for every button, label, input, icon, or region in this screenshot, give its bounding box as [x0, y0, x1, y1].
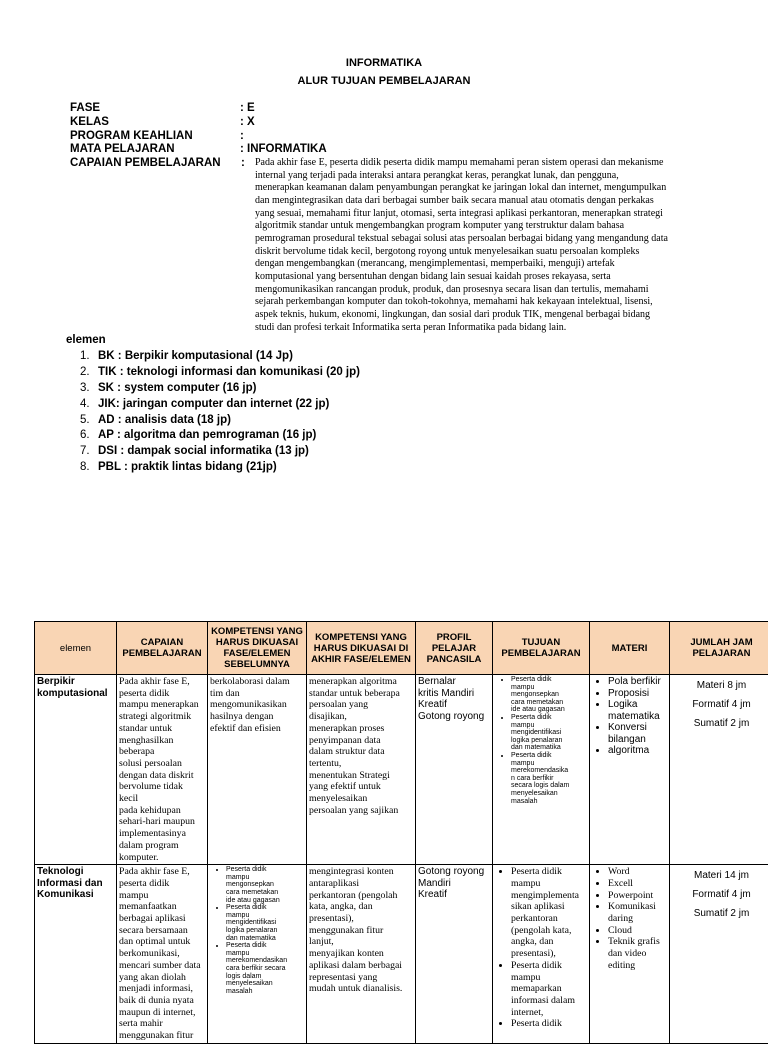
cell-jumlah-jam: [670, 675, 768, 865]
bullet-line: mampu: [511, 722, 587, 730]
bullet-line: mampu: [511, 878, 587, 890]
cell-line: sehari-hari maupun: [119, 816, 205, 828]
cell-materi: [590, 865, 670, 1044]
bullet-item: [608, 676, 667, 688]
elemen-item-number: 4.: [80, 397, 98, 413]
bullet-line: mampu: [226, 912, 304, 920]
cell-line: menjadi informasi,: [119, 983, 205, 995]
cell-line: menentukan Strategi: [309, 770, 413, 782]
bullet-list: [592, 676, 667, 757]
cell-line: menghasilkan: [119, 735, 205, 747]
cell-line: bervolume tidak: [119, 781, 205, 793]
capaian-line: dengan mengembangkan (merancang, mengimplementasi, memperbaiki, menguji) artefak: [255, 258, 710, 271]
bullet-line: • Peserta didik: [226, 942, 304, 950]
bullet-item: [608, 878, 667, 890]
elemen-item-text: PBL : praktik lintas bidang (21jp): [98, 461, 277, 473]
col-header-tujuan: TUJUAN PEMBELAJARAN: [493, 622, 590, 675]
bullet-line: logis dalam: [226, 973, 304, 981]
bullet-line: • Excell: [608, 878, 667, 890]
bullet-line: mampu: [511, 972, 587, 984]
bullet-line: cara memetakan: [511, 699, 587, 707]
bullet-line: daring: [608, 913, 667, 925]
table-row: [35, 675, 768, 865]
bullet-line: • Peserta didik: [511, 1018, 587, 1030]
mata-pelajaran-label: MATA PELAJARAN: [70, 143, 175, 155]
elemen-item-number: 1.: [80, 349, 98, 365]
elemen-list: [80, 349, 360, 476]
cell-line: kata, angka, dan: [309, 901, 413, 913]
bullet-line: • Logika: [608, 699, 667, 711]
cell-line: berkolaborasi dalam: [210, 676, 304, 688]
cell-line: Berpikir: [37, 676, 114, 688]
capaian-lines: [255, 157, 710, 334]
bullet-line: memaparkan: [511, 983, 587, 995]
capaian-line: aspek teknis, hukum, ekonomi, lingkungan, dan sosial dari produk TIK, mengenal berbagai bidang: [255, 309, 710, 322]
cell-kompetensi-akhir: [307, 675, 416, 865]
capaian-line: komputasional yang bersentuhan dengan bidang lain sesuai kaidah proses rekayasa, serta: [255, 271, 710, 284]
cell-line: standar untuk beberapa: [309, 688, 413, 700]
cell-line: berbagai aplikasi: [119, 913, 205, 925]
bullet-line: logika penalaran: [226, 927, 304, 935]
bullet-line: mampu: [511, 760, 587, 768]
elemen-item-text: AD : analisis data (18 jp): [98, 414, 231, 426]
elemen-item: [80, 460, 360, 476]
bullet-item: [511, 752, 587, 805]
cell-line: presentasi),: [309, 913, 413, 925]
bullet-line: masalah: [226, 988, 304, 996]
cell-line: peserta didik: [119, 688, 205, 700]
program-keahlian-label: PROGRAM KEAHLIAN: [70, 130, 193, 142]
elemen-item-number: 5.: [80, 413, 98, 429]
elemen-item-number: 8.: [80, 460, 98, 476]
cell-line: komputasional: [37, 688, 114, 700]
bullet-item: [511, 866, 587, 960]
elemen-heading: elemen: [66, 334, 106, 346]
cell-line: Gotong royong: [418, 866, 490, 878]
bullet-line: • Word: [608, 866, 667, 878]
cell-line: lanjut,: [309, 936, 413, 948]
cell-line: hasilnya dengan: [210, 711, 304, 723]
bullet-line: presentasi),: [511, 948, 587, 960]
bullet-line: • Peserta didik: [511, 752, 587, 760]
cell-line: menerapkan proses: [309, 723, 413, 735]
elemen-item-text: JIK: jaringan computer dan internet (22 jp): [98, 398, 329, 410]
bullet-item: [226, 942, 304, 995]
elemen-item: [80, 381, 360, 397]
elemen-item-number: 7.: [80, 444, 98, 460]
bullet-item: [511, 1018, 587, 1030]
bullet-line: perkantoran: [511, 913, 587, 925]
bullet-item: [608, 722, 667, 745]
bullet-item: [608, 688, 667, 700]
bullet-line: • Peserta didik: [511, 714, 587, 722]
bullet-list: [495, 676, 587, 805]
capaian-paragraph: [255, 157, 710, 334]
bullet-line: dan matematika: [511, 744, 587, 752]
elemen-item: [80, 413, 360, 429]
col-header-kompetensi-sebelumnya: KOMPETENSI YANG HARUS DIKUASAI FASE/ELEMEN SEBELUMNYA: [208, 622, 307, 675]
cell-line: strategi algoritmik: [119, 711, 205, 723]
cell-line: kecil: [119, 793, 205, 805]
col-header-kompetensi-akhir: KOMPETENSI YANG HARUS DIKUASAI DI AKHIR FASE/ELEMEN: [307, 622, 416, 675]
fase-label: FASE: [70, 102, 100, 114]
cell-line: serta mahir: [119, 1018, 205, 1030]
cell-line: dan optimal untuk: [119, 936, 205, 948]
cell-line: tim dan: [210, 688, 304, 700]
bullet-line: • Powerpoint: [608, 890, 667, 902]
bullet-list: [592, 866, 667, 971]
bullet-line: mengidentifikasi: [226, 919, 304, 927]
capaian-colon: :: [241, 157, 245, 170]
bullet-line: mengimplementa: [511, 890, 587, 902]
col-header-capaian: CAPAIAN PEMBELAJARAN: [117, 622, 208, 675]
bullet-line: editing: [608, 960, 667, 972]
cell-line: Teknologi: [37, 866, 114, 878]
cell-line: mencari sumber data: [119, 960, 205, 972]
cell-line: perkantoran (pengolah: [309, 890, 413, 902]
cell-line: kritis Mandiri: [418, 688, 490, 700]
cell-kompetensi-akhir: [307, 865, 416, 1044]
bullet-item: [608, 936, 667, 971]
cell-line: dalam struktur data: [309, 746, 413, 758]
cell-elemen: [35, 675, 117, 865]
bullet-item: [226, 866, 304, 904]
jam-entry: Materi 8 jm: [672, 680, 768, 691]
kelas-value: : X: [240, 116, 255, 128]
cell-line: Kreatif: [418, 889, 490, 901]
cell-line: implementasinya: [119, 828, 205, 840]
table-header-row: [35, 622, 768, 675]
cell-line: Informasi dan: [37, 878, 114, 890]
cell-line: Bernalar: [418, 676, 490, 688]
bullet-item: [608, 901, 667, 924]
bullet-item: [608, 866, 667, 878]
bullet-line: mengonsepkan: [226, 881, 304, 889]
cell-kompetensi-sebelumnya: [208, 865, 307, 1044]
cell-line: yang akan diolah: [119, 972, 205, 984]
cell-line: Komunikasi: [37, 889, 114, 901]
cell-line: solusi persoalan: [119, 758, 205, 770]
cell-line: representasi yang: [309, 972, 413, 984]
bullet-line: • Konversi: [608, 722, 667, 734]
col-header-materi: MATERI: [590, 622, 670, 675]
bullet-line: informasi dalam: [511, 995, 587, 1007]
cell-line: antaraplikasi: [309, 878, 413, 890]
col-header-profil: PROFIL PELAJAR PANCASILA: [416, 622, 493, 675]
elemen-item-text: TIK : teknologi informasi dan komunikasi (20 jp): [98, 366, 360, 378]
bullet-line: mengidentifikasi: [511, 729, 587, 737]
cell-line: mengintegrasi konten: [309, 866, 413, 878]
elemen-item-text: AP : algoritma dan pemrograman (16 jp): [98, 429, 316, 441]
bullet-line: merekomendasikan: [226, 957, 304, 965]
bullet-item: [511, 960, 587, 1019]
col-header-jumlah-jam: JUMLAH JAM PELAJARAN: [670, 622, 768, 675]
cell-jumlah-jam: [670, 865, 768, 1044]
cell-line: baik di dunia nyata: [119, 995, 205, 1007]
cell-line: mampu: [119, 890, 205, 902]
cell-line: dalam program: [119, 840, 205, 852]
capaian-line: algoritmik standar untuk mengembangkan program komputer yang terstruktur dalam bahasa: [255, 220, 710, 233]
bullet-line: internet,: [511, 1007, 587, 1019]
fase-value: : E: [240, 102, 255, 114]
jam-entry: Formatif 4 jm: [672, 889, 768, 900]
capaian-line: menerapkan keamanan dalam penyambungan perangkat ke jaringan lokal dan internet, mengumpulkan: [255, 182, 710, 195]
bullet-line: • Komunikasi: [608, 901, 667, 913]
elemen-item: [80, 397, 360, 413]
document-title: INFORMATIKA: [0, 57, 768, 69]
elemen-item-number: 2.: [80, 365, 98, 381]
bullet-line: n cara berfikir: [511, 775, 587, 783]
capaian-line: mengomunikasikan rancangan produk, produk, dan prosesnya secara lisan dan tertulis, memahami: [255, 284, 710, 297]
bullet-line: mampu: [226, 874, 304, 882]
bullet-line: • Peserta didik: [511, 960, 587, 972]
cell-line: Kreatif: [418, 699, 490, 711]
capaian-line: Pada akhir fase E, peserta didik peserta didik mampu memahami peran sistem operasi dan mekanisme: [255, 157, 710, 170]
bullet-line: ide atau gagasan: [226, 897, 304, 905]
cell-capaian: [117, 865, 208, 1044]
cell-materi: [590, 675, 670, 865]
bullet-item: [608, 699, 667, 722]
cell-line: memanfaatkan: [119, 901, 205, 913]
cell-tujuan: [493, 865, 590, 1044]
cell-line: persoalan yang: [309, 699, 413, 711]
elemen-item: [80, 444, 360, 460]
bullet-line: • Proposisi: [608, 688, 667, 700]
capaian-line: yang sesuai, memahami fitur lanjut, otomasi, serta integrasi aplikasi perkantoran, menerapkan strategi: [255, 208, 710, 221]
program-keahlian-value: :: [240, 130, 244, 142]
cell-line: maupun di internet,: [119, 1007, 205, 1019]
capaian-line: internal yang terjadi pada interaksi antara perangkat keras, perangkat lunak, dan pengguna,: [255, 170, 710, 183]
cell-line: menyajikan konten: [309, 948, 413, 960]
capaian-line: sejarah perkembangan komputer dan tokoh-tokohnya, memahami hak kekayaan intelektual, lisensi,: [255, 296, 710, 309]
cell-capaian: [117, 675, 208, 865]
bullet-line: dan matematika: [226, 935, 304, 943]
cell-line: dengan data diskrit: [119, 770, 205, 782]
bullet-line: logika penalaran: [511, 737, 587, 745]
cell-profil: [416, 865, 493, 1044]
bullet-item: [608, 745, 667, 757]
cell-kompetensi-sebelumnya: [208, 675, 307, 865]
jam-entry: Sumatif 2 jm: [672, 718, 768, 729]
cell-line: persoalan yang sajikan: [309, 805, 413, 817]
bullet-item: [511, 676, 587, 714]
cell-line: mengomunikasikan: [210, 699, 304, 711]
cell-line: beberapa: [119, 746, 205, 758]
bullet-line: • Peserta didik: [226, 866, 304, 874]
bullet-line: ide atau gagasan: [511, 706, 587, 714]
cell-line: secara bersamaan: [119, 925, 205, 937]
bullet-item: [511, 714, 587, 752]
cell-line: disajikan,: [309, 711, 413, 723]
document-subtitle: ALUR TUJUAN PEMBELAJARAN: [0, 75, 768, 87]
cell-line: Pada akhir fase E,: [119, 676, 205, 688]
bullet-line: matematika: [608, 711, 667, 723]
elemen-item: [80, 428, 360, 444]
bullet-line: mampu: [511, 684, 587, 692]
bullet-list: [210, 866, 304, 995]
cell-line: berkomunikasi,: [119, 948, 205, 960]
jam-entry: Formatif 4 jm: [672, 699, 768, 710]
bullet-item: [226, 904, 304, 942]
elemen-item-text: BK : Berpikir komputasional (14 Jp): [98, 350, 293, 362]
bullet-line: sikan aplikasi: [511, 901, 587, 913]
cell-line: Gotong royong: [418, 711, 490, 723]
elemen-item: [80, 349, 360, 365]
bullet-line: masalah: [511, 798, 587, 806]
bullet-item: [608, 925, 667, 937]
bullet-line: • Pola berfikir: [608, 676, 667, 688]
elemen-item-number: 3.: [80, 381, 98, 397]
bullet-list: [495, 866, 587, 1030]
elemen-item-number: 6.: [80, 428, 98, 444]
elemen-item-text: SK : system computer (16 jp): [98, 382, 256, 394]
bullet-line: angka, dan: [511, 936, 587, 948]
cell-line: Mandiri: [418, 878, 490, 890]
capaian-line: studi dan profesi terkait Informatika serta peran Informatika pada bidang lain.: [255, 322, 710, 335]
col-header-elemen: elemen: [35, 622, 117, 675]
elemen-item-text: DSI : dampak social informatika (13 jp): [98, 445, 309, 457]
cell-line: mudah untuk dianalisis.: [309, 983, 413, 995]
kelas-label: KELAS: [70, 116, 109, 128]
elemen-item: [80, 365, 360, 381]
bullet-line: • algoritma: [608, 745, 667, 757]
cell-line: yang efektif untuk: [309, 781, 413, 793]
bullet-line: merekomendasika: [511, 767, 587, 775]
bullet-line: bilangan: [608, 734, 667, 746]
cell-elemen: [35, 865, 117, 1044]
bullet-item: [608, 890, 667, 902]
bullet-line: cara memetakan: [226, 889, 304, 897]
cell-line: pada kehidupan: [119, 805, 205, 817]
jam-entry: Materi 14 jm: [672, 870, 768, 881]
bullet-line: • Peserta didik: [226, 904, 304, 912]
bullet-line: • Teknik grafis: [608, 936, 667, 948]
cell-line: komputer.: [119, 852, 205, 864]
cell-line: menggunakan fitur: [119, 1030, 205, 1042]
capaian-line: pemrograman prosedural tekstual sebagai solusi atas persoalan berbagai bidang yang mengandung data: [255, 233, 710, 246]
bullet-line: menyelesaikan: [226, 980, 304, 988]
capaian-line: dan mengintegrasikan data dari berbagai sumber baik secara manual atau otomatis dengan perkakas: [255, 195, 710, 208]
bullet-line: (pengolah kata,: [511, 925, 587, 937]
cell-line: standar untuk: [119, 723, 205, 735]
cell-line: tertentu,: [309, 758, 413, 770]
cell-line: menyelesaikan: [309, 793, 413, 805]
cell-profil: [416, 675, 493, 865]
bullet-line: mengonsepkan: [511, 691, 587, 699]
bullet-line: menyelesaikan: [511, 790, 587, 798]
bullet-line: • Peserta didik: [511, 676, 587, 684]
cell-line: aplikasi dalam berbagai: [309, 960, 413, 972]
cell-line: menerapkan algoritma: [309, 676, 413, 688]
bullet-line: mampu: [226, 950, 304, 958]
cell-line: penyimpanan data: [309, 735, 413, 747]
bullet-line: dan video: [608, 948, 667, 960]
alur-tujuan-table: [34, 621, 768, 1044]
cell-tujuan: [493, 675, 590, 865]
cell-line: efektif dan efisien: [210, 723, 304, 735]
cell-line: peserta didik: [119, 878, 205, 890]
cell-line: menggunakan fitur: [309, 925, 413, 937]
mata-pelajaran-value: : INFORMATIKA: [240, 143, 327, 155]
bullet-line: • Peserta didik: [511, 866, 587, 878]
capaian-line: diskrit bervolume tidak kecil, bergotong royong untuk menyelesaikan suatu persoalan kompleks: [255, 246, 710, 259]
table-row: [35, 865, 768, 1044]
bullet-line: secara logis dalam: [511, 782, 587, 790]
jam-entry: Sumatif 2 jm: [672, 908, 768, 919]
bullet-line: cara berfikir secara: [226, 965, 304, 973]
capaian-pembelajaran-label: CAPAIAN PEMBELAJARAN: [70, 157, 221, 169]
cell-line: Pada akhir fase E,: [119, 866, 205, 878]
cell-line: mampu menerapkan: [119, 699, 205, 711]
bullet-line: • Cloud: [608, 925, 667, 937]
